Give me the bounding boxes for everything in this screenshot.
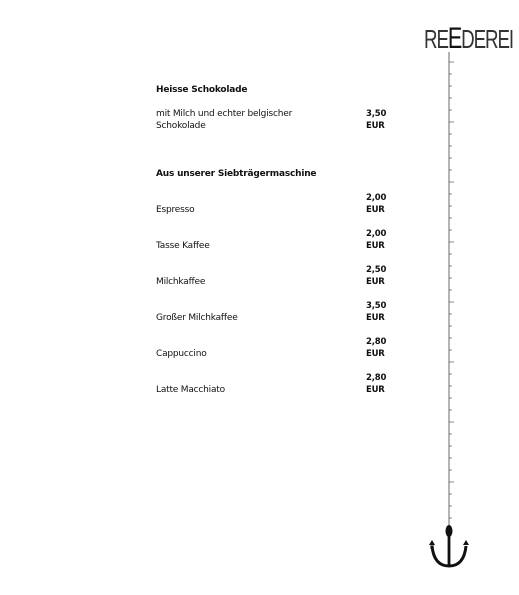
section-title: Heisse Schokolade	[156, 85, 248, 95]
item-price: 2,80 EUR	[366, 373, 387, 395]
item-description-line1: mit Milch und echter belgischer	[156, 109, 293, 119]
menu-item	[156, 192, 406, 216]
logo-text-left: RE	[424, 24, 448, 54]
item-name: Großer Milchkaffee	[156, 313, 238, 323]
menu-item	[156, 264, 406, 288]
section-hot-chocolate	[156, 84, 406, 132]
menu-item	[156, 108, 406, 132]
item-name: Latte Macchiato	[156, 385, 225, 395]
section-title: Aus unserer Siebträgermaschine	[156, 169, 317, 179]
menu-item	[156, 300, 406, 324]
menu-item	[156, 228, 406, 252]
item-price: 2,50 EUR	[366, 265, 387, 287]
item-price: 3,50 EUR	[366, 301, 387, 323]
menu-content	[156, 84, 406, 396]
anchor-icon	[429, 525, 469, 566]
item-description	[156, 108, 326, 132]
menu-item	[156, 372, 406, 396]
item-name: Milchkaffee	[156, 277, 206, 287]
item-name: Espresso	[156, 205, 195, 215]
item-price: 2,00 EUR	[366, 229, 387, 251]
item-name: Tasse Kaffee	[156, 241, 210, 251]
item-price: 2,00 EUR	[366, 193, 387, 215]
logo-text-mid: E	[447, 22, 462, 55]
item-price: 2,80 EUR	[366, 337, 387, 359]
item-price: 3,50 EUR	[366, 109, 387, 131]
logo-text-right: DEREI	[461, 24, 513, 54]
menu-item	[156, 336, 406, 360]
item-description-line2: Schokolade	[156, 121, 206, 131]
section-espresso-machine	[156, 168, 406, 396]
item-name: Cappuccino	[156, 349, 207, 359]
